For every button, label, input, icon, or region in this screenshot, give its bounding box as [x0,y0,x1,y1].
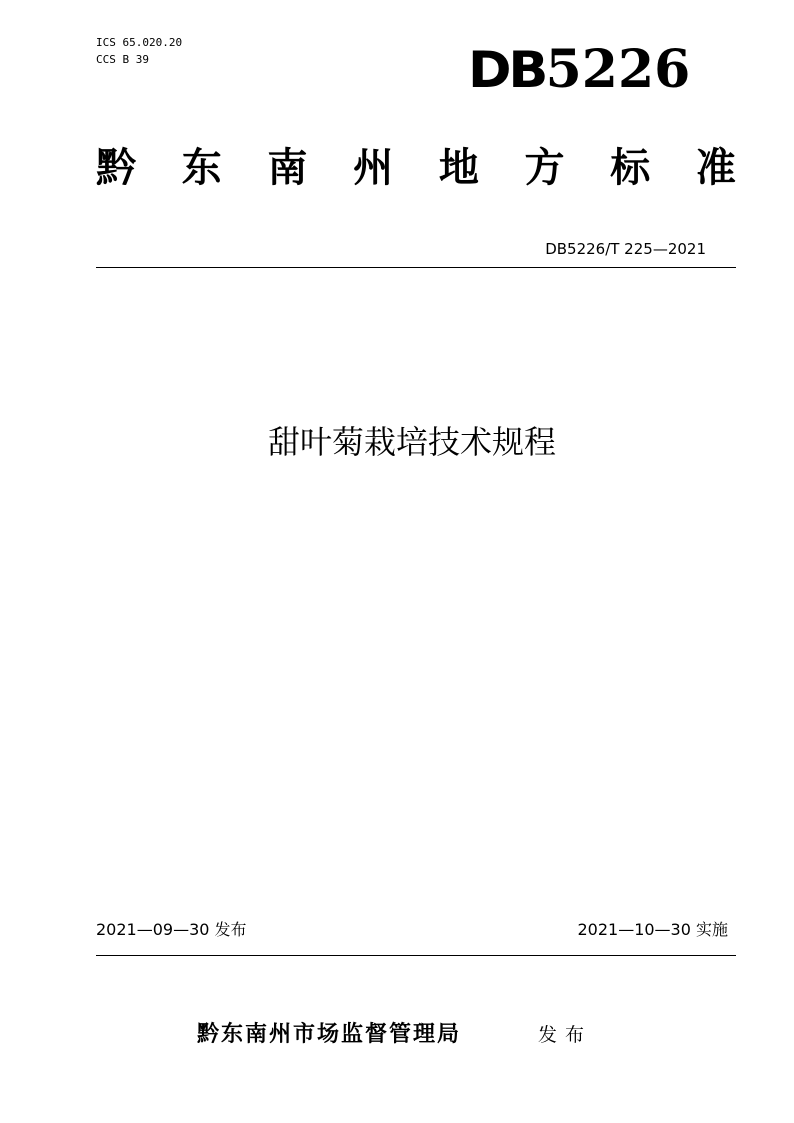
logo-number: 5226 [545,39,691,100]
heading-char: 准 [695,145,736,191]
classification-codes [96,34,182,68]
heading-char: 方 [524,145,565,191]
document-number: DB5226/T 225—2021 [545,240,706,258]
bottom-divider [96,955,736,956]
heading-char: 地 [438,145,479,191]
heading-char: 南 [267,145,308,191]
heading-char: 州 [353,145,394,191]
heading-char: 黔 [96,145,136,191]
ccs-code: CCS B 39 [96,53,149,66]
implement-date: 2021—10—30 实施 [577,920,728,939]
top-divider [96,267,736,268]
logo-prefix: DB [468,41,546,99]
heading-char: 标 [610,145,651,191]
publish-date: 2021—09—30 发布 [96,920,247,939]
heading-char: 东 [181,145,222,191]
ics-code: ICS 65.020.20 [96,36,183,49]
db-logo [468,40,698,100]
issuing-authority: 黔东南州市场监督管理局 [197,1022,462,1047]
standard-type-heading [96,140,736,196]
issue-label: 发布 [538,1024,593,1046]
document-title: 甜叶菊栽培技术规程 [267,423,556,461]
